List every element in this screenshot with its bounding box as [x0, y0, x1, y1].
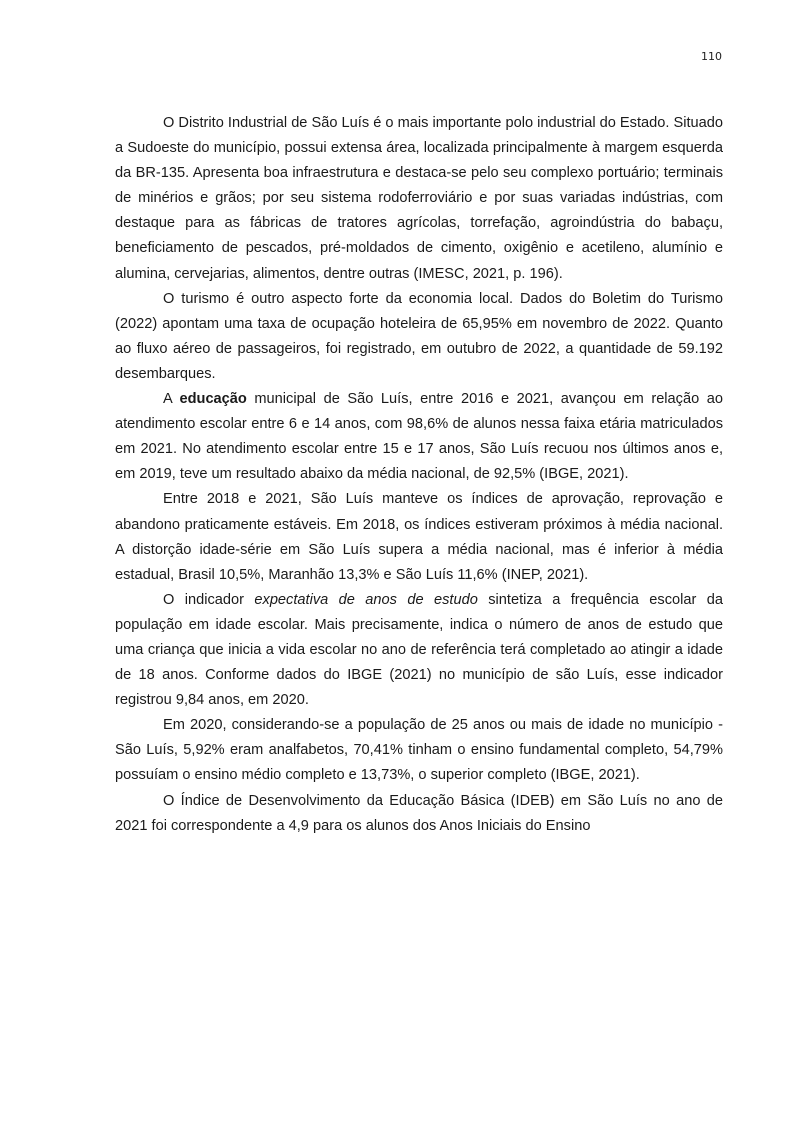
paragraph-education: [115, 387, 723, 487]
page-number: 110: [701, 50, 722, 63]
paragraph-approval-rates: Entre 2018 e 2021, São Luís manteve os índices de aprovação, reprovação e abandono praticamente estáveis. Em 2018, os índices estiveram próximos à média nacional. A distorção idade-série em São Luís supera a média nacional, mas é inferior à média estadual, Brasil 10,5%, Maranhão 13,3% e São Luís 11,6% (INEP, 2021).: [115, 491, 723, 583]
paragraph-expected-schooling: [115, 588, 723, 713]
paragraph-tourism: O turismo é outro aspecto forte da economia local. Dados do Boletim do Turismo (2022) apontam uma taxa de ocupação hoteleira de 65,95% em novembro de 2022. Quanto ao fluxo aéreo de passageiros, foi registrado, em outubro de 2022, a quantidade de 59.192 desembarques.: [115, 290, 723, 382]
paragraph-ideb: O Índice de Desenvolvimento da Educação Básica (IDEB) em São Luís no ano de 2021 foi correspondente a 4,9 para os alunos dos Anos Iniciais do Ensino: [115, 792, 723, 834]
paragraph-literacy: Em 2020, considerando-se a população de 25 anos ou mais de idade no município - São Luís, 5,92% eram analfabetos, 70,41% tinham o ensino fundamental completo, 54,79% possuíam o ensino médio completo e 13,73%, o superior completo (IBGE, 2021).: [115, 717, 723, 784]
paragraph-education-body: municipal de São Luís, entre 2016 e 2021, avançou em relação ao atendimento escolar entre 6 e 14 anos, com 98,6% de alunos nessa faixa etária matriculados em 2021. No atendimento escolar entre 15 e 17 anos, São Luís recuou nos últimos anos e, em 2019, teve um resultado abaixo da média nacional, de 92,5% (IBGE, 2021).: [115, 391, 723, 483]
paragraph-education-lead: A: [163, 391, 180, 408]
paragraph-industrial-district: O Distrito Industrial de São Luís é o mais importante polo industrial do Estado. Situado a Sudoeste do município, possui extensa área, localizada principalmente à margem esquerda da BR-135. Apresenta boa infraestrutura e destaca-se pelo seu complexo portuário; terminais de minérios e grãos; por seu sistema rodoferroviário e por suas variadas indústrias, com destaque para as fábricas de tratores agrícolas, torrefação, agroindústria do babaçu, beneficiamento de pescados, pré-moldados de cimento, oxigênio e acetileno, alumínio e alumina, cervejarias, alimentos, dentre outras (IMESC, 2021, p. 196).: [115, 115, 723, 282]
paragraph-expected-schooling-body: sintetiza a frequência escolar da população em idade escolar. Mais precisamente, indica o número de anos de estudo que uma criança que inicia a vida escolar no ano de referência terá completado ao atingir a idade de 18 anos. Conforme dados do IBGE (2021) no município de são Luís, esse indicador registrou 9,84 anos, em 2020.: [115, 591, 723, 709]
expected-schooling-term: expectativa de anos de estudo: [254, 591, 478, 608]
document-body: [115, 111, 723, 839]
paragraph-expected-schooling-lead: O indicador: [163, 591, 255, 608]
education-emphasis: educação: [179, 391, 247, 408]
